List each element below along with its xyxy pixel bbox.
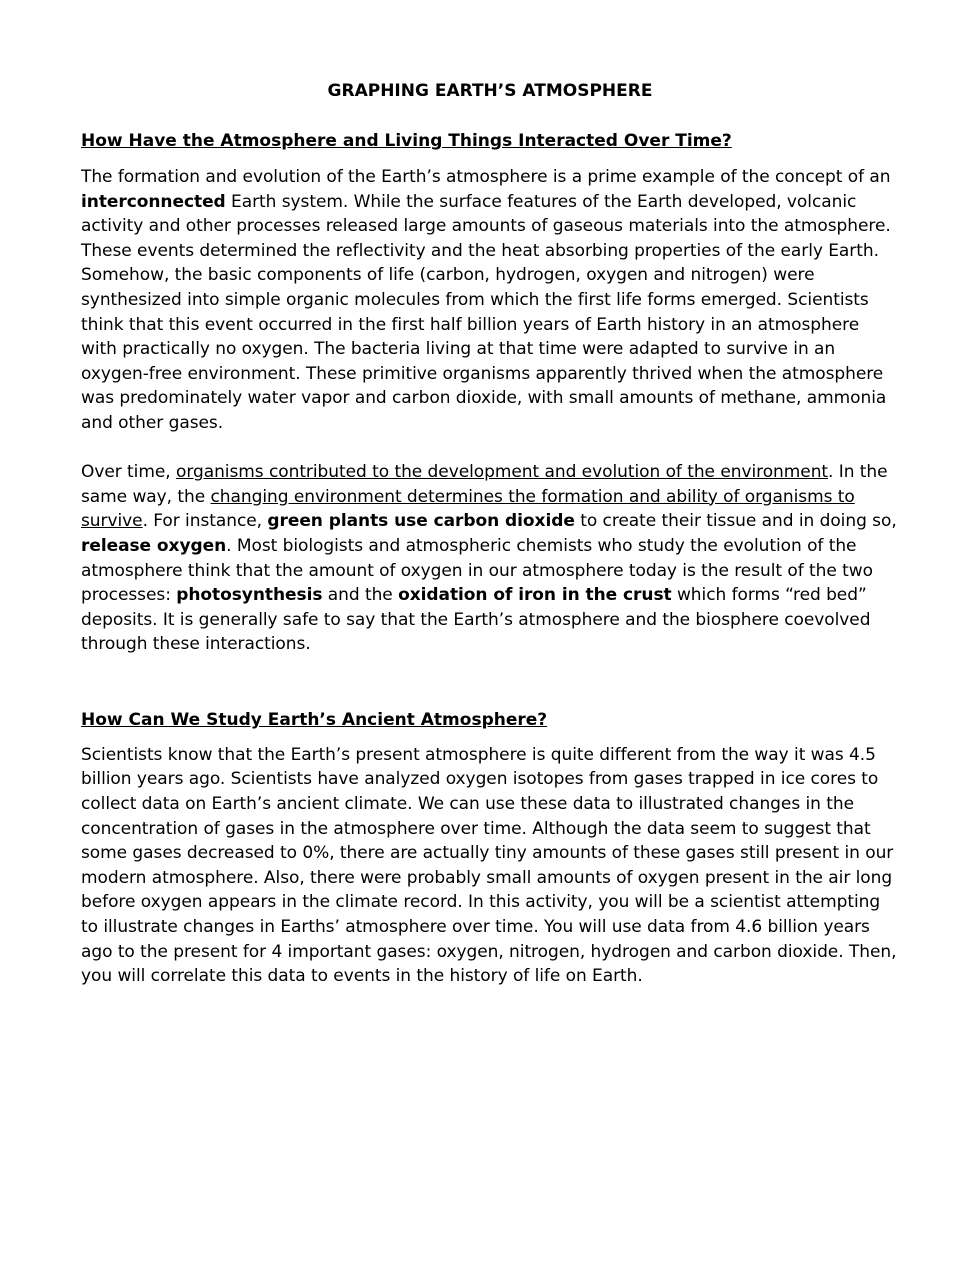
underlined-changing-environment: changing environment determines the formation and ability of organisms to survive (81, 486, 855, 532)
text-run: Over time, (81, 462, 176, 483)
underlined-organisms-contributed: organisms contributed to the development and evolution of the environment (175, 462, 829, 483)
paragraph-atmosphere-formation (81, 165, 899, 436)
text-run: and the (322, 585, 399, 606)
document-page (81, 78, 899, 989)
emphasis-oxidation-of-iron: oxidation of iron in the crust (398, 585, 672, 606)
emphasis-green-plants: green plants use carbon dioxide (267, 511, 575, 532)
section-heading-interaction: How Have the Atmosphere and Living Things Interacted Over Time? (81, 131, 732, 151)
emphasis-interconnected: interconnected (81, 191, 226, 212)
text-run: . In the same way, the (81, 462, 888, 507)
text-run: which forms “red bed” deposits. It is generally safe to say that the Earth’s atmosphere and the biosphere coevolved through these interactions. (81, 585, 871, 655)
paragraph-study-methods (81, 743, 899, 989)
paragraph-coevolution (81, 460, 899, 657)
document-title: GRAPHING EARTH’S ATMOSPHERE (327, 81, 653, 101)
text-run: The formation and evolution of the Earth’s atmosphere is a prime example of the concept of an (81, 167, 891, 187)
text-run: . For instance, (142, 511, 268, 532)
text-run: Scientists know that the Earth’s present atmosphere is quite different from the way it was 4.5 billion years ago. Scientists have analyzed oxygen isotopes from gases trapped in ice cores to collect data on Earth’s ancient climate. We can use these data to illustrated changes in the concentration of gases in the atmosphere over time. Although the data seem to suggest that some gases decreased to 0%, there are actually tiny amounts of these gases still present in our modern atmosphere. Also, there were probably small amounts of oxygen present in the air long before oxygen appears in the climate record. In this activity, you will be a scientist attempting to illustrate changes in Earths’ atmosphere over time. You will use data from 4.6 billion years ago to the present for 4 important gases: oxygen, nitrogen, hydrogen and carbon dioxide. Then, you will correlate this data to events in the history of life on Earth. (81, 744, 897, 987)
emphasis-release-oxygen: release oxygen (81, 535, 227, 556)
section-heading-ancient-atmosphere: How Can We Study Earth’s Ancient Atmosphere? (81, 709, 548, 730)
text-run: Earth system. While the surface features of the Earth developed, volcanic activity and other processes released large amounts of gaseous materials into the atmosphere. These events determined the reflectivity and the heat absorbing properties of the early Earth. Somehow, the basic components of life (carbon, hydrogen, oxygen and nitrogen) were synthesized into simple organic molecules from which the first life forms emerged. Scientists think that this event occurred in the first half billion years of Earth history in an atmosphere with practically no oxygen. The bacteria living at that time were adapted to survive in an oxygen-free environment. These primitive organisms apparently thrived when the atmosphere was predominately water vapor and carbon dioxide, with small amounts of methane, ammonia and other gases. (81, 191, 891, 433)
emphasis-photosynthesis: photosynthesis (176, 585, 323, 606)
text-run: to create their tissue and in doing so, (574, 511, 897, 532)
text-run: . Most biologists and atmospheric chemists who study the evolution of the atmosphere think that the amount of oxygen in our atmosphere today is the result of the two processes: (81, 535, 873, 606)
